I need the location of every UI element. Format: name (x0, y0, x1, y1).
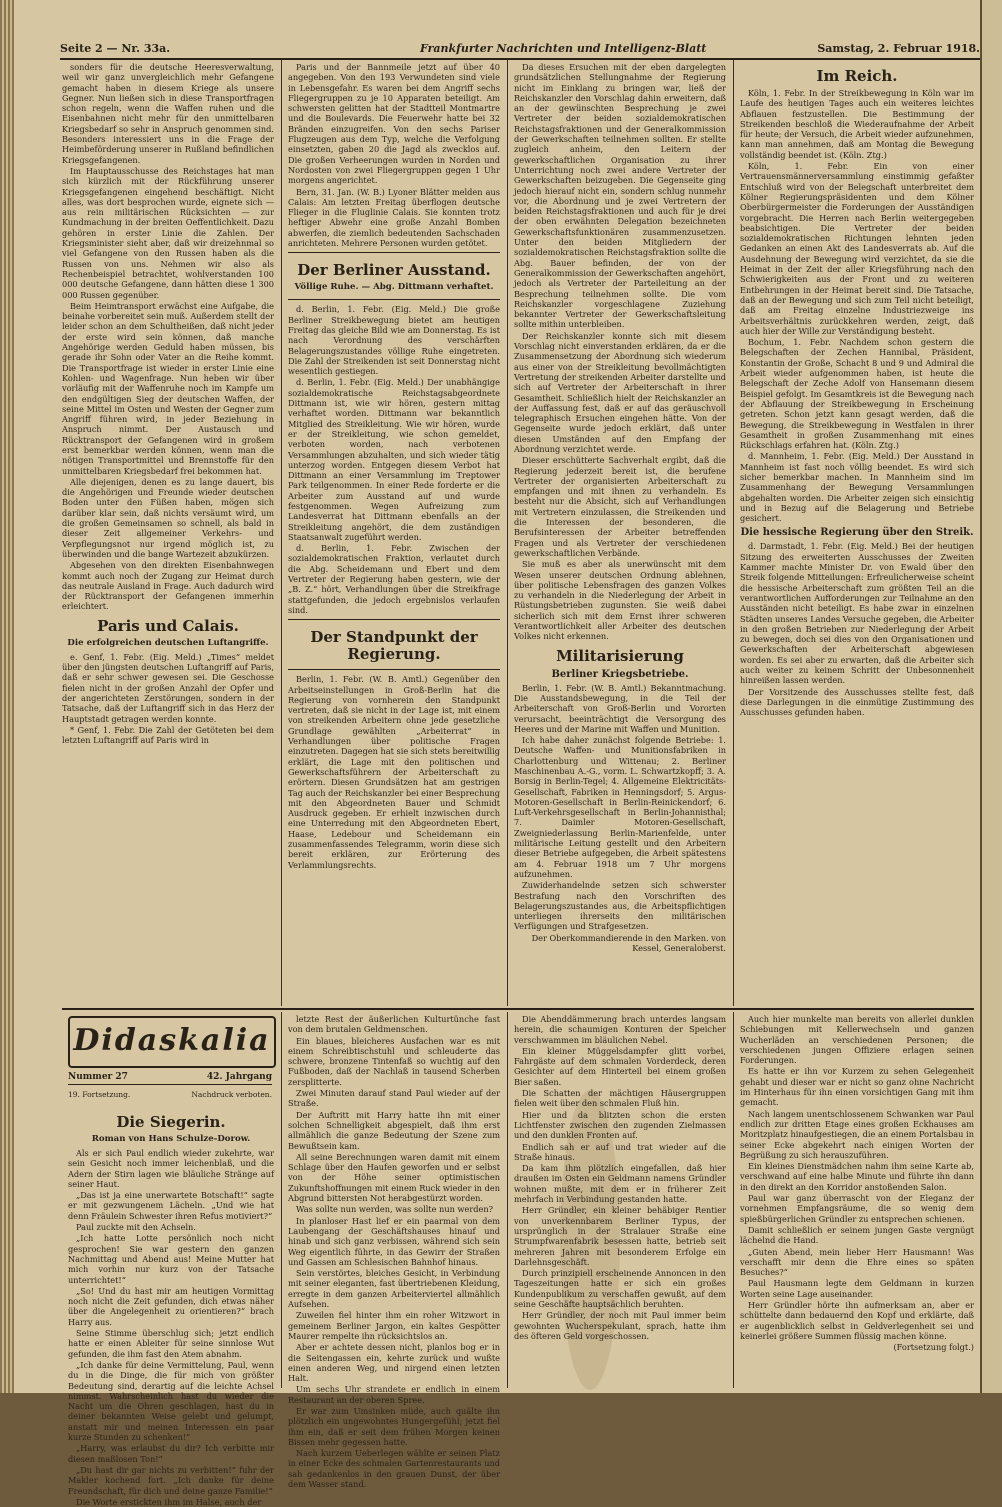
paragraph: Herr Gründler, der noch mit Paul immer beim gewohnten Wucherspekulant, sprach, hatte ihm des öfteren Geld vorgeschossen. (514, 1310, 726, 1341)
paragraph: Im Hauptausschusse des Reichstages hat man sich kürzlich mit der Rückführung unserer Kriegsgefangenen eingehend beschäftigt. Nicht alles, was dort besprochen wurde, eignete sich — aus rein militärischen Rücksichten — zur Kundmachung in der breiten Oeffentlichkeit. Dazu gehören in erster Linie die Zahlen. Der Kriegsminister sieht aber, daß wir dreizehnmal so viel Gefangene von den Russen haben als die Russen von uns. Nehmen wir also als Rechenbeispiel betrachtet, wohlverstanden 100 000 deutsche Gefangene, dann hätten diese 1 300 000 Russen gegenüber. (62, 165, 274, 300)
article-subheading: Völlige Ruhe. — Abg. Dittmann verhaftet. (294, 282, 494, 293)
paragraph: d. Berlin, 1. Febr. (Eig. Meld.) Die große Berliner Streikbewegung bietet am heutigen Freitag das gleiche Bild wie am Donnerstag. Es ist nach Verordnung des verschärften Belagerungszustandes völlige Ruhe eingetreten. Die Zahl der Streikenden ist seit Donnerstag nicht wesentlich gestiegen. (288, 304, 500, 377)
column-divider (733, 60, 734, 1006)
column-divider (733, 1012, 734, 1388)
paragraph: Zuwiderhandelnde setzen sich schwerster Bestrafung nach den Vorschriften des Belagerungszustandes aus, die Arbeitspflichtigen unterliegen ihrerseits den militärischen Verfügungen und Strafgesetzen. (514, 880, 726, 932)
paragraph: Sein verstörtes, bleiches Gesicht, in Verbindung mit seiner eleganten, fast übertriebenen Kleidung, erregte in dem ganzen Arbeiterviertel allmählich Aufsehen. (288, 1268, 500, 1310)
feuilleton-masthead (62, 1016, 280, 1104)
paragraph: Er war zum Umsinken müde, auch quälte ihn plötzlich ein ungewohntes Hungergefühl; jetzt fiel ihm ein, daß er seit dem frühen Morgen keinen Bissen mehr gegessen hatte. (288, 1405, 500, 1447)
paragraph: Da dieses Ersuchen mit der eben dargelegten grundsätzlichen Stellungnahme der Regierung nicht im Einklang zu bringen war, ließ der Reichskanzler den Vorschlag dahin erweitern, daß an der gewünschten Besprechung je zwei Vertreter der beiden sozialdemokratischen Reichstagsfraktionen und der Generalkommission der Gewerkschaften teilnehmen sollten. Er stellte zugleich anheim, den Leitern der gewerkschaftlichen Organisation zu ihrer Unterrichtung noch zwei andere Vertreter der Gewerkschaften beizugeben. Die Gegenseite ging jedoch hierauf nicht ein, sondern schlug nunmehr vor, die Abordnung und je zwei Vertretern der beiden Reichstagsfraktionen und auch für je drei der oben erwähnten Delegation bezeichneten Gewerkschaftsfunktionären zusammenzusetzen. Unter den beiden Mitgliedern der sozialdemokratischen Reichstagsfraktion sollte die Abg. Bauer befinden, der von der Generalkommission der Gewerkschaften angehört, jedoch als Vertreter der Parteileitung an der Besprechung teilnehmen sollte. Die vom Reichskanzler vorgeschlagene Zuziehung bekannter Vertreter der Gewerkschaftsleitung sollte mithin unterbleiben. (514, 62, 726, 330)
paragraph: „Ich hatte Lotte persönlich noch nicht gesprochen! Sie war gestern den ganzen Nachmittag und Abend aus! Meine Mutter hat mich vorhin nur kurz von der Tatsache unterrichtet!“ (68, 1233, 274, 1285)
newspaper-title: Frankfurter Nachrichten und Intelligenz-Blatt (420, 42, 707, 55)
paragraph: Der Auftritt mit Harry hatte ihn mit einer solchen Schnelligkeit abgespielt, daß ihm erst allmählich die ganze Bedeutung der Szene zum Bewußtsein kam. (288, 1109, 500, 1151)
paragraph: d. Berlin, 1. Febr. (Eig. Meld.) Der unabhängige sozialdemokratische Reichstagsabgeordnete Dittmann ist, wie wir hören, gestern mittag verhaftet worden. Dittmann war bekanntlich Mitglied des Streikleitung. Wie wir hören, wurde er der Streikleitung, wie schon gemeldet, verboten worden, nach verbotenen Versammlungen abzuhalten, und sich wieder tätig unterzog worden. Entgegen diesem Verbot hat Dittmann an einer Versammlung im Treptower Park teilgenommen. In einer Rede forderte er die Arbeiter zum Ausstand auf und wurde festgenommen. Wegen Aufreizung zum Landesverrat hat Dittmann ebenfalls an der Streikleitung angehört, die dem zuständigen Staatsanwalt zugeführt werden. (288, 377, 500, 542)
paragraph: Ein kleiner Müggelsdampfer glitt vorbei, Fahrgäste auf dem schmalen Vorderdeck, deren Gesichter auf dem Hinterteil bei einem großen Bier saßen. (514, 1045, 726, 1087)
article-subheading: Die erfolgreichen deutschen Luftangriffe. (67, 637, 269, 648)
paragraph: Als er sich Paul endlich wieder zukehrte, war sein Gesicht noch immer leichenblaß, und die Adern der Stirn lagen wie bläuliche Stränge auf seiner Haut. (68, 1148, 274, 1189)
continuation-note: 19. Fortsetzung. (68, 1090, 131, 1099)
article-subheading: Die hessische Regierung über den Streik. (740, 527, 974, 539)
paragraph: Herr Gründler hörte ihn aufmerksam an, aber er schüttelte dann bedauernd den Kopf und erklärte, daß er augenblicklich selbst in Geldverlegenheit sei und keinerlei größere Summen flüssig machen könne. (740, 1300, 974, 1341)
paragraph: Was sollte nun werden, was sollte nun werden? (296, 1204, 493, 1215)
page-number: Seite 2 — Nr. 33a. (60, 42, 171, 55)
paragraph: Seine Stimme überschlug sich; jetzt endlich hatte er einen Ableiter für seine sinnlose Wut gefunden, die ihm fast den Atem abnahm. (68, 1328, 274, 1359)
article-heading: Paris und Calais. (97, 616, 239, 635)
paragraph: Nach langem unentschlossenem Schwanken war Paul endlich zur dritten Etage eines großen Eckhauses am Moritzplatz hinaufgestiegen, die an einem Portalsbau in seiner Ecke abgekehrt nach einigen Worten der Begrüßung zu sich herauszuführen. (740, 1108, 974, 1160)
paragraph: Aber er achtete dessen nicht, planlos bog er in die Seitengassen ein, kehrte zurück und wußte einen anderen Weg, und nirgend einen letzten Halt. (288, 1342, 500, 1384)
paragraph: Durch prinzipiell erscheinende Annoncen in den Tageszeitungen hatte er sich ein großes Kundenpublikum zu verschaffen gewußt, auf dem seine Geschäfte hauptsächlich beruhten. (514, 1268, 726, 1310)
paragraph: „Ich danke für deine Vermittelung, Paul, wenn du in die Dinge, die für mich von größter Bedeutung sind, derartig auf die leichte Achsel nimmst. Wahrscheinlich hast du wieder die Nacht um die Ohren geschlagen, hast du in deiner bekannten Weise gelebt und gelumpt, anstatt mir und meinen Interessen ein paar kurze Stunden zu schenken!“ (68, 1359, 274, 1443)
paragraph: Köln, 1. Febr. Ein von einer Vertrauensmännerversammlung einstimmig gefaßter Entschluß wird von der Belegschaft unterbreitet dem Kölner Regierungspräsidenten und dem Kölner Oberbürgermeister die Forderungen der Ausständigen vorgebracht. Die Herren nach Berlin weitergegeben beabsichtigen. Die Vertreter der beiden sozialdemokratischen Richtungen lehnten jeden Gedanken an einen Akt des Landesverrats ab. Auf die Ausdehnung der Bewegung wird verzichtet, da sie die Heimat in der Zeit der aller Kriegsführung nach den Schwierigkeiten aus der Front und zu weiteren Entbehrungen in der Heimat bereit sind. Die Tatsache, daß an der Bewegung und sich zum Teil nicht beteiligt, daß am Freitag einzelne Industriezweige ins Arbeitsverhältnis zurückkehren werden, zeigt, daß auch hier der Wille zur Verständigung besteht. (740, 161, 974, 336)
paragraph: Berlin, 1. Febr. (W. B. Amtl.) Gegenüber den Arbeitseinstellungen in Groß-Berlin hat die Regierung von vornherein den Standpunkt vertreten, daß sie nicht in der Lage ist, mit einem von streikenden Arbeitern ohne jede gesetzliche Grundlage gewählten „Arbeiterrat“ in Verhandlungen über politische Fragen einzutreten. Dagegen hat sie sich stets bereitwillig erklärt, die Lage mit den politischen und Gewerkschaftsführern der Arbeiterschaft zu erörtern. Diesen Grundsätzen hat am gestrigen Tag auch der Reichskanzler bei einer Besprechung mit den Abgeordneten Bauer und Schmidt Ausdruck gegeben. Er erhielt inzwischen durch eine Unterredung mit den Abgeordneten Ebert, Haase, Ledebour und Scheidemann ein zusammenfassendes Telegramm, worin diese sich bereit erklären, zur Erörterung des Verlammlungsrechts. (288, 674, 500, 870)
column-4 (740, 62, 974, 1002)
volume-year: 42. Jahrgang (206, 1072, 272, 1082)
issue-number: Nummer 27 (68, 1072, 128, 1082)
paragraph: * Genf, 1. Febr. Die Zahl der Getöteten bei dem letzten Luftangriff auf Paris wird in (62, 724, 274, 746)
signature: Der Oberkommandierende in den Marken. von Kessel, Generaloberst. (531, 932, 726, 954)
paragraph: Der Reichskanzler konnte sich mit diesem Vorschlag nicht einverstanden erklären, da er die Zusammensetzung der Abordnung sich wiederum aus einer von der Streikleitung bevollmächtigten Vertretung der streikenden Arbeiter darstellte und sich auf Vertreter der Arbeiterschaft in ihrer Gesamtheit. Schließlich hielt der Reichskanzler an der Auffassung fest, daß er auf das geräuschvoll telegraphisch Ersuchen eingehen hätte. Von der Gegenseite wurde jedoch erklärt, daß unter diesen Umständen auf den Empfang der Abordnung verzichtet werde. (514, 330, 726, 454)
paragraph: Köln, 1. Febr. In der Streikbewegung in Köln war im Laufe des heutigen Tages auch ein weiteres leichtes Abflauen festzustellen. Die Bestimmung der Streikenden beschloß die Wiederaufnahme der Arbeit für heute; der Versuch, die Arbeit wieder aufzunehmen, kann man annehmen, daß am Montag die Bewegung vollständig beendet ist. (Köln. Ztg.) (740, 88, 974, 160)
paragraph: d. Berlin, 1. Febr. Zwischen der sozialdemokratischen Fraktion, verlautet durch die Abg. Scheidemann und Ebert und dem Vertreter der Regierung haben gestern, wie der „B. Z.“ hört, Verhandlungen über die Streikfrage stattgefunden, die jedoch ergebnislos verlaufen sind. (288, 543, 500, 615)
paragraph: Um sechs Uhr strandete er endlich in einem Restaurant an der oberen Spree. (288, 1384, 500, 1405)
column-2 (288, 62, 500, 1002)
masthead-meta (68, 1072, 272, 1085)
paragraph: Da kam ihm plötzlich eingefallen, daß hier draußen im Osten ein Geldmann namens Gründler wohnen mußte, mit dem er in früherer Zeit mehrfach in Verbindung gestanden hatte. (514, 1163, 726, 1205)
article-heading: Der Berliner Ausstand. (297, 261, 491, 280)
novel-title: Die Siegerin. (116, 1113, 226, 1131)
masthead-title: Didaskalia (68, 1016, 276, 1068)
binding-edge (0, 0, 14, 1393)
issue-date: Samstag, 2. Februar 1918. (817, 42, 980, 55)
column-3 (514, 62, 726, 1002)
reprint-note: Nachdruck verboten. (191, 1090, 272, 1099)
feuilleton-column-3 (514, 1014, 726, 1388)
paragraph: Die Worte erstickten ihm im Halse, auch der (76, 1496, 262, 1507)
novel-author: Roman von Hans Schulze-Dorow. (91, 1134, 251, 1144)
paragraph: Endlich sah er auf und trat wieder auf die Straße hinaus. (514, 1141, 726, 1162)
paragraph: Alle diejenigen, denen es zu lange dauert, bis die Angehörigen und Freunde wieder deutschen Boden unter den Füßen haben, mögen sich darüber klar sein, daß nichts versäumt wird, um die großen Gemeinsamen so schnell, als bald in dieser Zeit allgemeiner Verkehrs- und Verpflegungsnot nur irgend möglich ist, zu überwinden und die bange Wartezeit abzukürzen. (62, 476, 274, 559)
adjacent-page-edge (980, 0, 1002, 1393)
paragraph: „So! Und du hast mir am heutigen Vormittag noch nicht die Zeit gefunden, dich etwas näher über die Angelegenheit zu orientieren?“ brach Harry aus. (68, 1285, 274, 1327)
paragraph: Die Abenddämmerung brach unterdes langsam herein, die schaumigen Konturen der Speicher verschwammen im bläulichen Nebel. (514, 1014, 726, 1045)
paragraph: „Das ist ja eine unerwartete Botschaft!“ sagte er mit gezwungenem Lächeln. „Und wie hat denn Fräulein Schwester ihren Refus motiviert?“ (68, 1190, 274, 1221)
paragraph: Berlin, 1. Febr. (W. B. Amtl.) Bekanntmachung. Die Ausstandsbewegung, in die Teil der Arbeiterschaft von Groß-Berlin und Vororten verursacht, beeinträchtigt die Versorgung des Heeres und der Marine mit Waffen und Munition. (514, 682, 726, 734)
paragraph: Paul Hausmann legte dem Geldmann in kurzen Worten seine Lage auseinander. (740, 1278, 974, 1299)
paragraph: In planloser Hast lief er ein paarmal von dem Laubengang der Geschäftshauses hinauf und hinab und sich ganz verbissen, während sich sein Weg eigentlich führte, in das Gewirr der Straßen und Gassen am Schlesischen Bahnhof hinaus. (288, 1215, 500, 1267)
to-be-continued: (Fortsetzung folgt.) (893, 1342, 974, 1353)
column-divider (281, 60, 282, 1006)
paragraph: Zwei Minuten darauf stand Paul wieder auf der Straße. (288, 1088, 500, 1109)
article-heading-box (288, 252, 500, 300)
article-heading-box (288, 619, 500, 670)
paragraph: Abgesehen von den direkten Eisenbahnwegen kommt auch noch der Zugang zur Heimat durch das neutrale Ausland in Frage. Auch dadurch wird der Rücktransport der Gefangenen immerhin erleichtert. (62, 560, 274, 612)
paragraph: Paul war ganz überrascht von der Eleganz der vornehmen Empfangsräume, die so wenig dem spießbürgerlichen Gründler zu entsprechen schienen. (740, 1193, 974, 1224)
paragraph: Bochum, 1. Febr. Nachdem schon gestern die Belegschaften der Zechen Hannibal, Präsident, Konstantin der Große, Schacht 8 und 9 und Admiral die Arbeit wieder aufgenommen haben, ist heute die Belegschaft der Zeche Adolf von Hansemann diesem Beispiel gefolgt. Im Gesamtkreis ist die Bewegung nach der Abflauung der Streikbewegung in Erscheinung getreten. Schon jetzt kann gesagt werden, daß die Bewegung, die Streikbewegung in Westfalen in ihrer Gesamtheit in großen Zusammenhang mit eines Rückschlags erfahren hat. (Köln. Ztg.) (740, 337, 974, 451)
feuilleton-column-1 (68, 1108, 274, 1507)
paragraph: Die Schatten der mächtigen Häusergruppen fielen weit über den schmalen Fluß hin. (514, 1088, 726, 1109)
article-subheading: Berliner Kriegsbetriebe. (551, 668, 689, 680)
paragraph: Zuweilen fiel hinter ihm ein roher Witzwort in gemeinem Berliner Jargon, ein kaltes Gespötter Maurer rempelte ihn rücksichtslos an. (288, 1310, 500, 1341)
feuilleton-column-4 (740, 1014, 974, 1388)
paragraph: Es hatte er ihn vor Kurzem zu sehen Gelegenheit gehabt und dieser war er nicht so ganz ohne Nachricht im Hinterhaus für ihn einen vorsichtigen Gang mit ihm gemacht. (740, 1066, 974, 1108)
column-divider (507, 1012, 508, 1388)
article-heading: Im Reich. (816, 67, 898, 85)
page-header (60, 40, 980, 60)
feuilleton-column-2 (288, 1014, 500, 1490)
section-divider (62, 1008, 974, 1010)
paragraph: e. Genf, 1. Febr. (Eig. Meld.) „Times“ meldet über den jüngsten deutschen Luftangriff auf Paris, daß er sehr schwer gewesen sei. Die Geschosse fielen nicht in der großen Anzahl der Opfer und der angerichteten Zerstörungen, sondern in der Tatsache, daß der Luftangriff sich in das Herz der Hauptstadt getragen werden konnte. (62, 651, 274, 724)
paragraph: Ein kleines Dienstmädchen nahm ihm seine Karte ab, verschwand auf eine halbe Minute und führte ihn dann in den direkt an den Korridor anstoßenden Salon. (740, 1161, 974, 1192)
paragraph: d. Mannheim, 1. Febr. (Eig. Meld.) Der Ausstand in Mannheim ist fast noch völlig beendet. Es wird sich sicher bemerkbar machen. In Mannheim sind im Zusammenhang der Bewegung Versammlungen abgehalten worden. Die Arbeiter zeigen sich einsichtig und in Bezug auf die Belagerung und Betriebe gesichert. (740, 451, 974, 524)
paragraph: Der Vorsitzende des Ausschusses stellte fest, daß diese Darlegungen in die einmütige Zustimmung des Ausschusses gefunden haben. (740, 686, 974, 718)
paragraph: „Harry, was erlaubst du dir? Ich verbitte mir diesen maßlosen Ton!“ (68, 1443, 274, 1464)
paragraph: Paul zuckte mit den Achseln. (76, 1222, 196, 1233)
paragraph: Dieser erschütterte Sachverhalt ergibt, daß die Regierung jederzeit bereit ist, die berufene Vertreter der organisierten Arbeiterschaft zu empfangen und mit ihnen zu verhandeln. Es besteht nur die Absicht, sich auf Verhandlungen mit Vertretern einzulassen, die Streikenden und die Interessen der besonderen, die Berufsinteressen der Arbeiter betreffenden Fragen und als Vertreter der verschiedenen gewerkschaftlichen Verbände. (514, 455, 726, 558)
paragraph: letzte Rest der äußerlichen Kulturtünche fast von dem brutalen Geldmenschen. (288, 1014, 500, 1035)
paragraph: Paris und der Bannmeile jetzt auf über 40 angegeben. Von den 193 Verwundeten sind viele in Lebensgefahr. Es waren bei dem Angriff sechs Fliegergruppen zu je 10 Apparaten beteiligt. Am schwersten gelitten hat der Stadtteil Montmartre und die Boulevards. Die Feuerwehr hatte bei 32 Bränden einzugreifen. Von den sechs Pariser Flugzeugen aus dem Typ, welche die Verfolgung einsetzten, gaben 20 die Jagd als zwecklos auf. Die großen Verheerungen wurden in Norden und Nordosten von zwei Fliegergruppen gegen 1 Uhr morgens angerichtet. (288, 62, 500, 186)
paragraph: Ich habe daher zunächst folgende Betriebe: 1. Deutsche Waffen- und Munitionsfabriken in Charlottenburg und Wittenau; 2. Berliner Maschinenbau A.-G., vorm. L. Schwartzkopff; 3. A. Borsig in Berlin-Tegel; 4. Allgemeine Elektricitäts-Gesellschaft, Fabriken in Henningsdorf; 5. Argus-Motoren-Gesellschaft in Berlin-Reinickendorf; 6. Luft-Verkehrsgesellschaft in Berlin-Johannisthal; 7. Daimler Motoren-Gesellschaft, Zweigniederlassung Berlin-Marienfelde, unter militärische Leitung gestellt und den Arbeitern dieser Betriebe aufgegeben, die Arbeit spätestens am 4. Februar 1918 um 7 Uhr morgens aufzunehmen. (514, 735, 726, 879)
paragraph: All seine Berechnungen waren damit mit einem Schlage über den Haufen geworfen und er selbst von der Höhe seiner optimistischen Zukunftshoffnungen mit einem Ruck wieder in den Abgrund bittersten Not herabgestürzt worden. (288, 1151, 500, 1204)
paragraph: Auch hier munkelte man bereits von allerlei dunklen Schiebungen mit Kellerwechseln und ganzen Wucherläden an verschiedenen Personen; die verschiedenen jungen Offiziere erlagen seinen Forderungen. (740, 1014, 974, 1066)
article-heading: Militarisierung (556, 646, 684, 665)
column-divider (281, 1012, 282, 1388)
paragraph: Damit schließlich er seinem jungen Gaste vergnügt lächelnd die Hand. (740, 1224, 974, 1246)
paragraph: Hier und da blitzten schon die ersten Lichtfenster zwischen den zugenden Zielmassen und den dunklen Fronten auf. (514, 1109, 726, 1141)
paragraph: Ein blaues, bleicheres Ausfachen war es mit einem Schreibtischstuhl und schleuderte das schwere, bronzene Tintenfaß so wuchtig auf den Fußboden, daß der Nachlaß in tausend Scherben zersplitterte. (288, 1035, 500, 1087)
paragraph: d. Darmstadt, 1. Febr. (Eig. Meld.) Bei der heutigen Sitzung des erweiterten Ausschusses der Zweiten Kammer machte Minister Dr. von Ewald über den Streik folgende Mitteilungen: Erfreulicherweise scheint die hessische Arbeiterschaft zum größten Teil an die verantwortlichen Aufforderungen zur Teilnahme an den Ausständen nicht beteiligt. Es habe zwar in einzelnen Städten unseres Landes Versuche gegeben, die Arbeiter in den großen Betrieben zur Niederlegung der Arbeit zu bewegen, doch sei dies von den Organisationen und Gewerkschaften der Arbeiterschaft abgewiesen worden. Es sei aber zu erwarten, daß die Arbeiter sich auch weiter zu keinem Schritt der Unbesonnenheit hinreißen lassen werden. (740, 541, 974, 686)
paragraph: Beim Heimtransport erwächst eine Aufgabe, die beinahe vorbereitet sein muß. Außerdem stellt der leider schon an dem Schultheißen, daß nicht jeder der erste wird sein können, daß manche Angehörige werden Geduld haben müssen, bis gerade ihr Sohn oder Vater an die Reihe kommt. Die Transportfrage ist wieder in erster Linie eine Kohlen- und Wagenfrage. Nun heben wir über vorläufig mit der Waffenruhe noch im Kampfe um den endgültigen Sieg der deutschen Waffen, der seine Mittel im Osten und Westen der Gegner zum Angriff führen wird, in jeder Beziehung in Anspruch nimmt. Der Austausch und Rücktransport der Gefangenen wird in großem erst bemerkbar werden können, wenn man die nötigen Transportmittel und Brennstoffe für den unmittelbaren Kriegsbedarf frei bekommen hat. (62, 300, 274, 476)
column-divider (507, 60, 508, 1006)
paragraph: Nach kurzem Ueberlegen wählte er seinen Platz in einer Ecke des schmalen Gartenrestaurants und sah gedankenlos in den grauen Dunst, der über dem Wasser stand. (288, 1448, 500, 1490)
paragraph: Herr Gründler, ein kleiner behäbiger Rentier von unverkennbarem Berliner Typus, der ursprünglich in der Stralauer Straße eine Strumpfwarenfabrik besessen hatte, betrieb seit mehreren Jahren mit besonderem Erfolge ein Darlehnsgeschäft. (514, 1205, 726, 1267)
paragraph: sonders für die deutsche Heeresverwaltung, weil wir ganz unvergleichlich mehr Gefangene gemacht haben in diesem Kriege als unsere Gegner. Nun ließen sich in diese Transportfragen schon regeln, wenn die Waffen ruhen und die Eisenbahnen nicht mehr für den unmittelbaren Kriegsbedarf so sehr in Anspruch genommen sind. Besonders interessiert uns in die Frage der Heimbeförderung unserer in Rußland befindlichen Kriegsgefangenen. (62, 62, 274, 165)
article-heading: Der Standpunkt der Regierung. (310, 628, 478, 664)
paragraph: Sie muß es aber als unerwünscht mit dem Wesen unserer deutschen Ordnung ablehnen, über politische Lebensfragen des ganzen Volkes zu verhandeln in die Niederlegung der Arbeit in Rüstungsbetrieben zugunsten. Sie weiß dabei sicherlich sich mit dem Ernst ihrer schweren Verantwortlichkeit aller Arbeiter des deutschen Volkes nicht erkennen. (514, 559, 726, 642)
paragraph: Bern, 31. Jan. (W. B.) Lyoner Blätter melden aus Calais: Am letzten Freitag überflogen deutsche Flieger in die Fluglinie Calais. Sie konnten trotz heftiger Abwehr eine große Anzahl Bomben abwerfen, die ziemlich bedeutenden Sachschaden anrichteten. Mehrere Personen wurden getötet. (288, 186, 500, 249)
paragraph: „Guten Abend, mein lieber Herr Hausmann! Was verschafft mir denn die Ehre eines so späten Besuches?“ (740, 1246, 974, 1278)
masthead-notes (68, 1090, 272, 1099)
paragraph: „Du hast dir gar nichts zu verbitten!“ fuhr der Makler kochend fort. „Ich danke für deine Freundschaft, für dich und deine ganze Familie!“ (68, 1464, 274, 1496)
column-1 (62, 62, 274, 1002)
